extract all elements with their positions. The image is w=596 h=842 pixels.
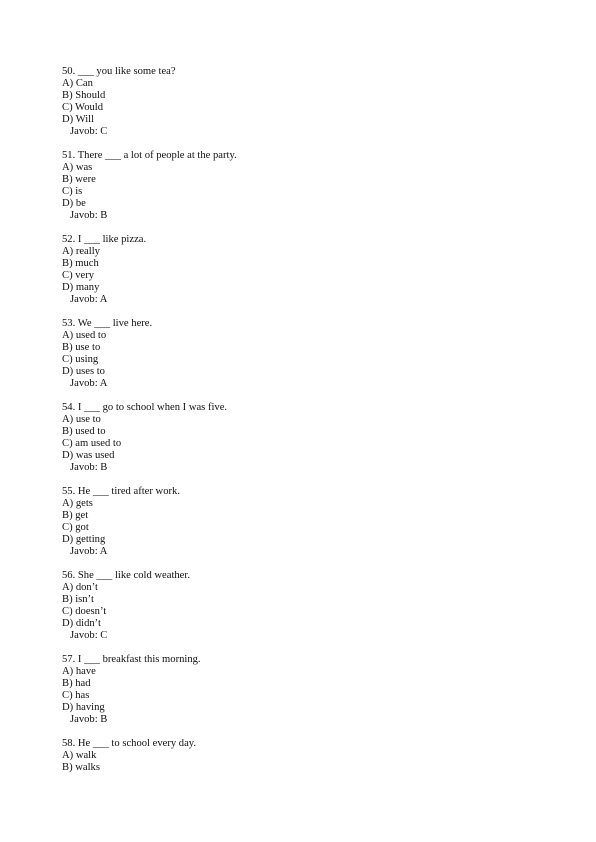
question-prompt: 55. He ___ tired after work. [62,486,180,497]
answer-option: B) had [62,678,91,689]
answer-option: C) has [62,690,90,701]
answer-option: B) isn’t [62,594,94,605]
answer-option: B) walks [62,762,100,773]
question-list [62,66,542,786]
answer-option: C) very [62,270,95,281]
question-prompt: 58. He ___ to school every day. [62,738,197,749]
question-block [62,738,542,774]
answer-option: A) have [62,666,96,677]
answer-key: Javob: B [70,462,108,473]
answer-option: D) didn’t [62,618,101,629]
answer-option: D) having [62,702,105,713]
answer-option: A) walk [62,750,97,761]
question-block [62,486,542,558]
answer-key: Javob: C [70,630,108,641]
answer-option: C) am used to [62,438,122,449]
question-block [62,654,542,726]
question-prompt: 54. I ___ go to school when I was five. [62,402,228,413]
answer-option: D) be [62,198,86,209]
question-prompt: 56. She ___ like cold weather. [62,570,190,581]
answer-option: C) got [62,522,89,533]
answer-option: A) Can [62,78,93,89]
answer-option: D) many [62,282,100,293]
answer-key: Javob: B [70,714,108,725]
answer-option: D) getting [62,534,106,545]
question-block [62,234,542,306]
answer-option: B) Should [62,90,106,101]
answer-option: B) much [62,258,99,269]
answer-key: Javob: A [70,546,108,557]
question-prompt: 57. I ___ breakfast this morning. [62,654,201,665]
answer-option: A) use to [62,414,101,425]
answer-option: C) using [62,354,99,365]
answer-key: Javob: A [70,378,108,389]
answer-option: C) Would [62,102,104,113]
answer-key: Javob: C [70,126,108,137]
answer-key: Javob: A [70,294,108,305]
answer-key: Javob: B [70,210,108,221]
answer-option: B) get [62,510,89,521]
question-prompt: 50. ___ you like some tea? [62,66,176,77]
question-prompt: 51. There ___ a lot of people at the party. [62,150,237,161]
question-block [62,402,542,474]
question-block [62,150,542,222]
answer-option: B) use to [62,342,101,353]
question-prompt: 53. We ___ live here. [62,318,153,329]
answer-option: D) uses to [62,366,105,377]
answer-option: B) were [62,174,96,185]
answer-option: C) is [62,186,83,197]
answer-option: B) used to [62,426,106,437]
answer-option: A) don’t [62,582,98,593]
answer-option: A) gets [62,498,93,509]
answer-option: A) really [62,246,100,257]
answer-option: A) used to [62,330,107,341]
answer-option: D) was used [62,450,115,461]
question-block [62,318,542,390]
question-block [62,66,542,138]
question-block [62,570,542,642]
answer-option: C) doesn’t [62,606,107,617]
answer-option: D) Will [62,114,95,125]
answer-option: A) was [62,162,93,173]
question-prompt: 52. I ___ like pizza. [62,234,147,245]
